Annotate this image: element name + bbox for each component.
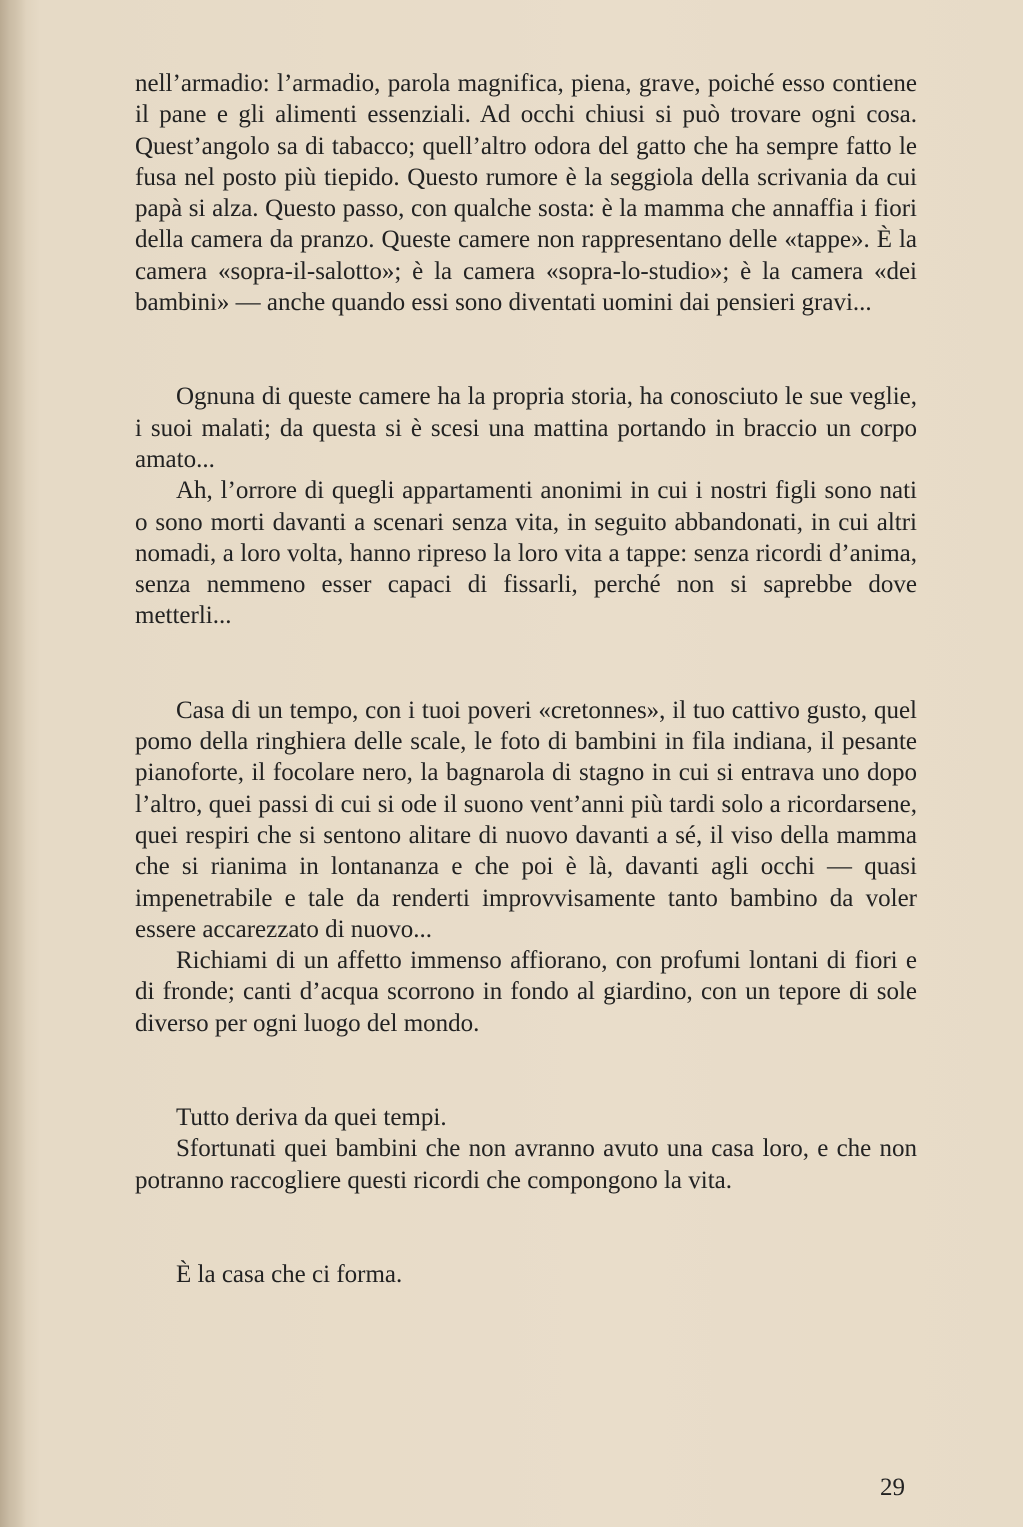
paragraph-richiami: Richiami di un affetto immenso affiorano, con profumi lontani di fiori e di fronde; canti d’acqua scorrono in fondo al giardino, con un tepore di sole diverso per ogni luogo del mondo. [135, 947, 917, 1037]
paragraph-armadio: nell’armadio: l’armadio, parola magnifica, piena, grave, poiché esso contiene il pane e gli alimenti essenziali. Ad occhi chiusi si può trovare ogni cosa. Quest’angolo sa di tabacco; quell’altro odora del gatto che ha sempre fatto le fusa nel posto più tiepido. Questo rumore è la seggiola della scrivania da cui papà si alza. Questo passo, con qualche sosta: è la mamma che annaffia i fiori della camera da pranzo. Queste camere non rappresentano delle «tappe». È la camera «sopra-il-salotto»; è la camera «sopra-lo-studio»; è la camera «dei bambini» — anche quando essi sono diventati uomini dai pensieri gravi... [135, 70, 917, 317]
page-number: 29 [880, 1474, 905, 1501]
paragraph-casa-di-un-tempo: Casa di un tempo, con i tuoi poveri «cretonnes», il tuo cattivo gusto, quel pomo della ringhiera delle scale, le foto di bambini in fila indiana, il pesante pianoforte, il focolare nero, la bagnarola di stagno in cui si entrava uno dopo l’altro, quei passi di cui si ode il suono vent’anni più tardi solo a ricordarsene, quei respiri che si sentono alitare di nuovo davanti a sé, il viso della mamma che si rianima in lontananza e che poi è là, davanti agli occhi — quasi impenetrabile e tale da renderti improvvisamente tanto bambino da voler essere accarezzato di nuovo... [135, 696, 917, 943]
paragraph-sfortunati: Sfortunati quei bambini che non avranno avuto una casa loro, e che non potranno raccogliere questi ricordi che compongono la vita. [135, 1135, 917, 1194]
page-body-text [135, 68, 917, 1290]
paragraph-camere-storia: Ognuna di queste camere ha la propria storia, ha conosciuto le sue veglie, i suoi malati; da questa si è scesi una mattina portando in braccio un corpo amato... [135, 383, 917, 473]
paragraph-appartamenti: Ah, l’orrore di quegli appartamenti anonimi in cui i nostri figli sono nati o sono morti davanti a scenari senza vita, in seguito abbandonati, in cui altri nomadi, a loro volta, hanno ripreso la loro vita a tappe: senza ricordi d’anima, senza nemmeno esser capaci di fissarli, perché non si saprebbe dove metterli... [135, 477, 917, 630]
paragraph-la-casa-ci-forma: È la casa che ci forma. [176, 1260, 403, 1288]
book-spine-shadow [0, 0, 26, 1527]
paragraph-tutto-deriva: Tutto deriva da quei tempi. [176, 1104, 447, 1132]
